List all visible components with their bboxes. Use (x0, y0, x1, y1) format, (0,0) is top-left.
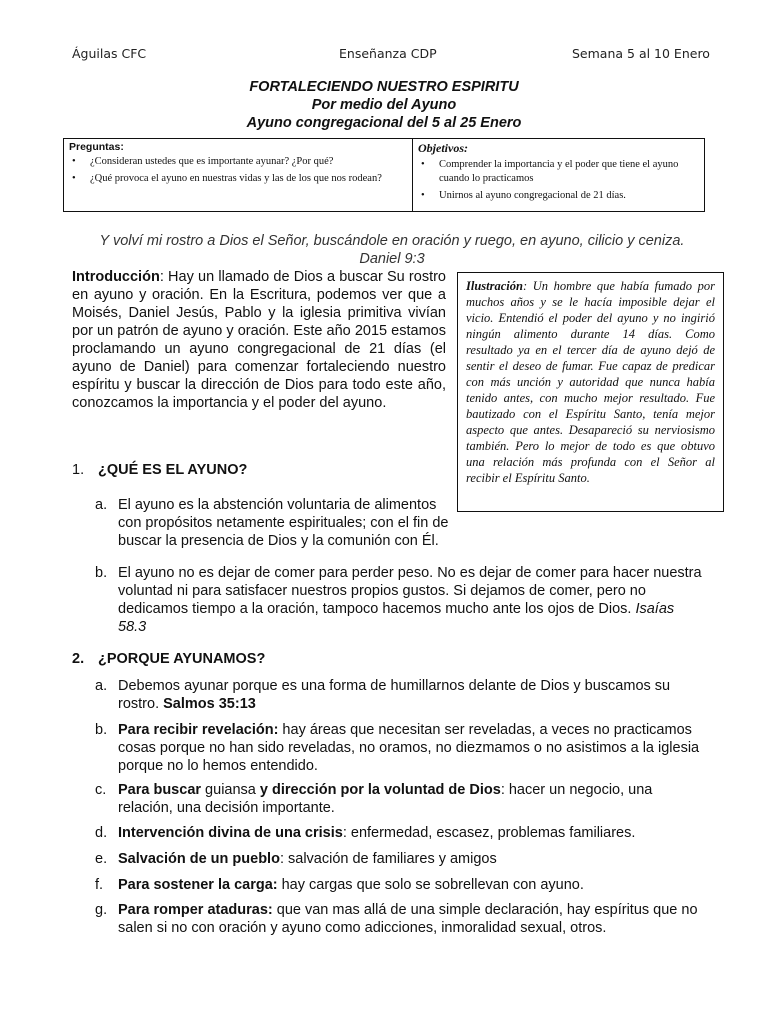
section-2-item-e (95, 850, 705, 868)
section-2-item-g (95, 901, 705, 937)
section-1-title: ¿QUÉ ES EL AYUNO? (98, 462, 248, 478)
item-letter: b. (95, 565, 108, 581)
questions-title: Preguntas: (69, 141, 124, 153)
item-text: Debemos ayunar porque es una forma de humillarnos delante de Dios y buscamos su rostro. (118, 678, 671, 712)
header-right: Semana 5 al 10 Enero (572, 46, 710, 61)
item-letter: e. (95, 851, 108, 867)
item-text: : salvación de familiares y amigos (279, 851, 497, 867)
objective-item: • Comprender la importancia y el poder que tiene el ayuno cuando lo practicamos (413, 158, 704, 186)
header-left: Águilas CFC (72, 46, 147, 61)
question-item: • ¿Qué provoca el ayuno en nuestras vidas y las de los que nos rodean? (64, 172, 412, 186)
objectives-title: Objetivos: (418, 141, 468, 155)
questions-box (63, 138, 413, 212)
main-title: FORTALECIENDO NUESTRO ESPIRITU (249, 79, 519, 95)
illustration-label: Ilustración (466, 279, 523, 293)
item-text: guiansa (201, 782, 260, 798)
item-text: El ayuno es la abstención voluntaria de alimentos con propósitos netamente espirituales; con el fin de buscar la presencia de Dios y la comunión con Él. (118, 497, 449, 549)
item-letter: g. (95, 902, 108, 918)
item-text: : enfermedad, escasez, problemas familiares. (342, 825, 636, 841)
item-letter: a. (95, 678, 108, 694)
item-letter: f. (95, 877, 104, 893)
questions-list (64, 155, 412, 186)
item-text: hay cargas que solo se sobrellevan con ayuno. (277, 877, 584, 893)
item-letter: d. (95, 825, 108, 841)
section-1-item-b (95, 564, 705, 636)
illustration-text: : Un hombre que había fumado por muchos años y se le hacía imposible dejar el vicio. Entendió el poder del ayuno y no ingirió ningún alimento durante 14 días. Como resultado ya en el tercer día de ayuno dejó de sentir el deseo de fumar. Fue capaz de predicar con más unción y autoridad que nunca había tenido antes, con mucho mejor resultado. Fue bautizado con el Espíritu Santo, tenía mejor aspecto que antes. Desapareció su nerviosismo también. Pero lo mejor de todo es que obtuvo una relación más profunda con el Señor al recibir el Espíritu Santo. (466, 279, 715, 485)
section-1-number: 1. (72, 462, 85, 478)
objectives-list (413, 158, 704, 203)
item-text: hay áreas que necesitan ser reveladas, a veces no practicamos cosas porque no han sido reveladas, no oramos, no diezmamos o no asistimos a la iglesia porque no lo hemos entendido. (118, 722, 700, 774)
section-2-item-b (95, 721, 705, 775)
illustration-box (457, 272, 724, 512)
bible-verse (72, 232, 712, 268)
document-titles (0, 78, 768, 132)
section-2-title: ¿PORQUE AYUNAMOS? (98, 651, 266, 667)
objective-item: • Unirnos al ayuno congregacional de 21 días. (413, 189, 704, 203)
item-text: : hacer un negocio, una relación, una decisión importante. (118, 782, 653, 816)
section-2-item-f (95, 876, 705, 894)
item-letter: b. (95, 722, 108, 738)
item-reference: Salmos 35:13 (163, 696, 256, 712)
section-2-number: 2. (72, 651, 85, 667)
section-2-item-a (95, 677, 705, 713)
intro-text: : Hay un llamado de Dios a buscar Su rostro en ayuno y oración. En la Escritura, podemos ver que a Moisés, Daniel Jesús, Pablo y la iglesia primitiva vivían por un patrón de ayuno y oración. Este año 2015 estamos proclamando un ayuno congregacional de 21 días (el ayuno de Daniel) para comenzar fortaleciendo nuestro espíritu y buscar la dirección de Dios para todo este año, conozcamos la importancia y el poder del ayuno. (72, 269, 446, 411)
subtitle: Por medio del Ayuno (311, 97, 457, 113)
section-1-heading (72, 462, 247, 478)
item-text: que van mas allá de una simple declaración, hay espíritus que no salen si no con oración y ayuno como adicciones, inmoralidad sexual, otros. (118, 902, 698, 936)
question-item: • ¿Consideran ustedes que es importante ayunar? ¿Por qué? (64, 155, 412, 169)
item-label: Intervención divina de una crisis (118, 825, 343, 841)
section-2-heading (72, 651, 265, 667)
section-1-item-a (95, 496, 455, 550)
verse-text: Y volví mi rostro a Dios el Señor, buscándole en oración y ruego, en ayuno, cilicio y ceniza. (99, 233, 685, 249)
item-reference: Isaías 58.3 (118, 601, 675, 635)
item-label: Salvación de un pueblo (118, 851, 280, 867)
section-2-item-d (95, 824, 705, 842)
item-label: Para romper ataduras: (118, 902, 273, 918)
header-center: Enseñanza CDP (339, 46, 437, 61)
section-2-item-c (95, 781, 705, 817)
verse-reference: Daniel 9:3 (359, 251, 425, 267)
item-text: El ayuno no es dejar de comer para perder peso. No es dejar de comer para hacer nuestra voluntad ni para satisfacer nuestros propios gustos. Si dejamos de comer, pero no dedicamos tiempo a la oración, tampoco hacemos mucho ante los ojos de Dios. (118, 565, 702, 617)
item-label: Para buscar (118, 782, 202, 798)
introduction-paragraph (72, 268, 446, 412)
item-label: y dirección por la voluntad de Dios (259, 782, 501, 798)
item-label: Para sostener la carga: (118, 877, 278, 893)
item-letter: c. (95, 782, 107, 798)
item-letter: a. (95, 497, 108, 513)
intro-label: Introducción (72, 269, 160, 285)
objectives-box (412, 138, 705, 212)
subtitle-dates: Ayuno congregacional del 5 al 25 Enero (246, 115, 522, 131)
item-label: Para recibir revelación: (118, 722, 279, 738)
